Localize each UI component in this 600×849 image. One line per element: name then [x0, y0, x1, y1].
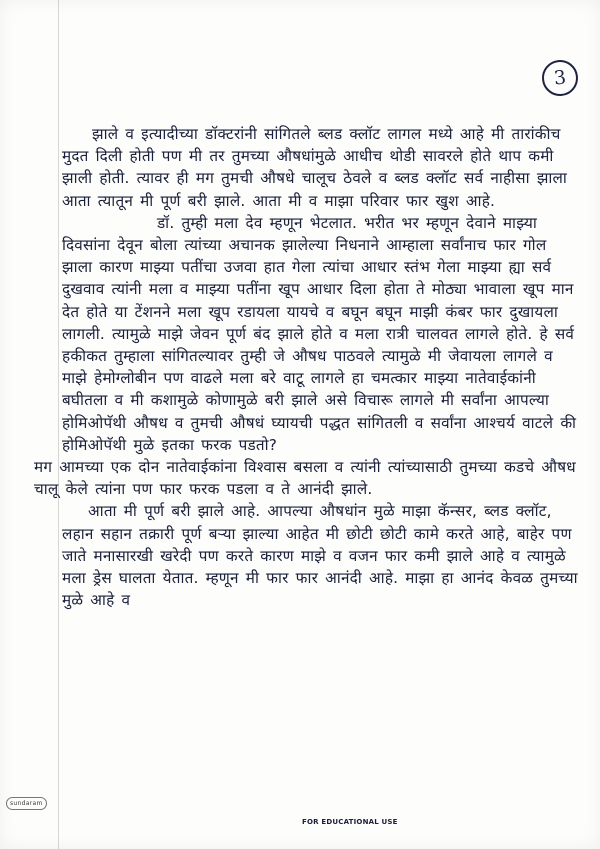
paragraph-relatives: मग आमच्या एक दोन नातेवाईकांना विश्वास बसला व त्यांनी त्यांच्यासाठी तुमच्या कडचे औषध चालू केले त्यांना पण फार फरक पडला व ते आनंदी झाले. [34, 458, 583, 499]
margin-rule [58, 0, 59, 849]
paragraph-doctor-as-god: डॉ. तुम्ही मला देव म्हणून भेटलात. भरीत भर म्हणून देवाने माझ्या दिवसांना देवून बोला त्यांच्या अचानक झालेल्या निधनाने आम्हाला सर्वांनाच फार गोल झाला कारण माझ्या पतींचा उजवा हात गेला त्यांचा आधार स्तंभ गेला माझ्या ह्या सर्व दुखवाव त्यांनी मला व माझ्या पतींना खूप आधार दिला होता ते मोठ्या भावाला खूप मान देत होते या टेंशनने मला खूप रडायला यायचे व बघून बघून माझी कंबर फार दुखायला लागली. त्यामुळे माझे जेवन पूर्ण बंद झाले होते व मला रात्री चालवत लागले होते. हे सर्व हकीकत तुम्हाला सांगितल्यावर तुम्ही जे औषध पाठवले त्यामुळे मी जेवायला लागले व माझे हेमोग्लोबीन पण वाढले मला बरे वाटू लागले हा चमत्कार माझ्या नातेवाईकांनी बघीतला व मी कशामुळे कोणामुळे बरी झाले असे विचारू लागले मी सर्वांना आपल्या होमिओपॅथी औषध व तुमची औषधं घ्यायची पद्धत सांगितली व सर्वांना आश्चर्य वाटले की होमिओपॅथी मुळे इतका फरक पडतो? [62, 213, 584, 454]
page-number: 3 [552, 66, 568, 90]
paragraph-fully-recovered: आता मी पूर्ण बरी झाले आहे. आपल्या औषधांन मुळे माझा कॅन्सर, ब्लड क्लॉट, लहान सहान तक्रारी पूर्ण बऱ्या झाल्या आहेत मी छोटी छोटी कामे करते आहे, बाहेर पण जाते मनासारखी खरेदी पण करते कारण माझे व वजन फार कमी झाले आहे व त्यामुळे मला ड्रेस घालता येतात. म्हणून मी फार फार आनंदी आहे. माझा हा आनंद केवळ तुमच्या मुळे आहे व [62, 502, 585, 610]
educational-use-stamp: FOR EDUCATIONAL USE [302, 818, 398, 826]
letter-body [34, 123, 585, 611]
corner-watermark: sundaram [6, 797, 47, 810]
paragraph-recovery: झाले व इत्यादीच्या डॉक्टरांनी सांगितले ब्लड क्लॉट लागल मध्ये आहे मी तारांकीच मुदत दिली होती पण मी तर तुमच्या औषधांमुळे आधीच थोडी सावरले होते थाप कमी झाली होती. त्यावर ही मग तुमची औषधे चालूच ठेवले व ब्लड क्लॉट सर्व नाहीसा झाला आता त्यातून मी पूर्ण बरी झाले. आता मी व माझा परिवार फार खुश आहे. [62, 125, 575, 210]
page-number-circle [540, 58, 580, 98]
